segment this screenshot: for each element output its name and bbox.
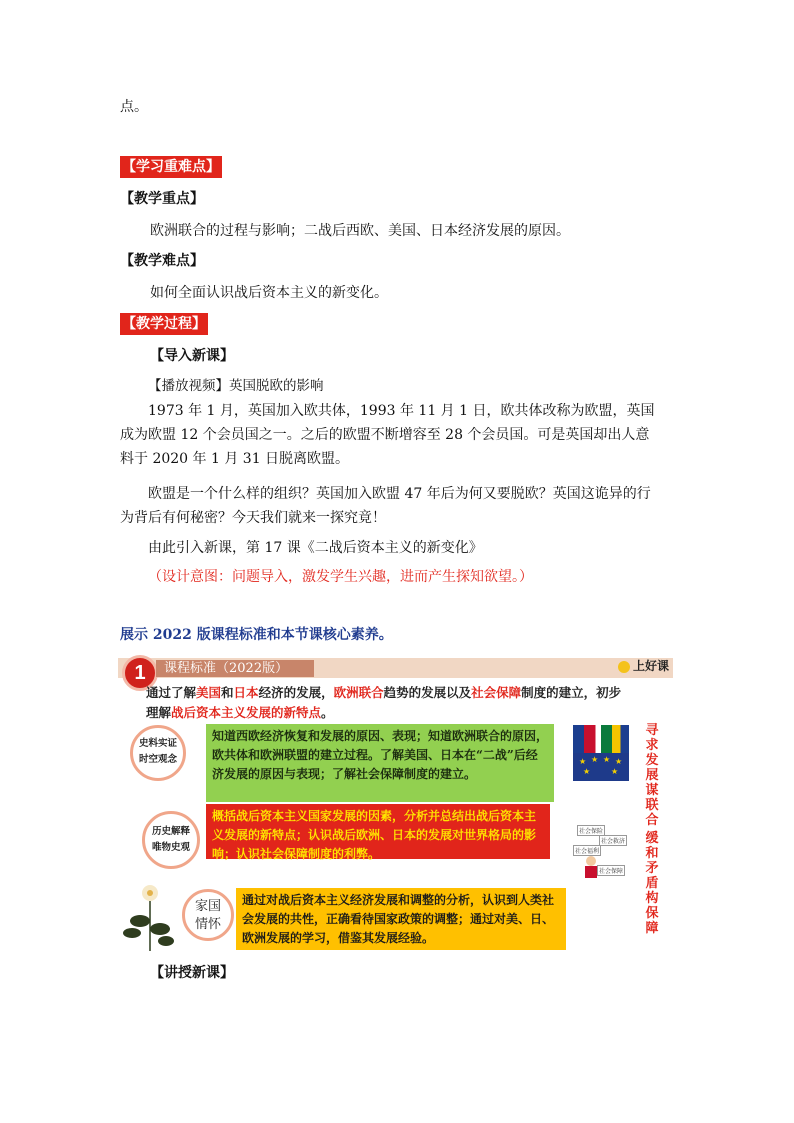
- red-standard-box: 概括战后资本主义国家发展的因素，分析并总结出战后资本主义发展的新特点；认识战后欧洲、日本的发展对世界格局的影响；认识社会保障制度的利弊。: [206, 802, 550, 859]
- intro-part-highlight: 美国: [196, 685, 222, 700]
- slide-intro-text: [146, 683, 626, 723]
- intro-part: 趋势的发展以及: [383, 685, 472, 700]
- circle-label: 情怀: [194, 917, 221, 932]
- intro-part: 和: [221, 685, 234, 700]
- intro-paragraph-2: 欧盟是一个什么样的组织？英国加入欧盟 47 年后为何又要脱欧？英国这诡异的行为背后有何秘密？今天我们就来一探究竟！: [120, 486, 651, 526]
- design-note: （设计意图：问题导入，激发学生兴趣，进而产生探知欲望。）: [148, 569, 533, 585]
- slide-number-badge: 1: [122, 655, 158, 691]
- circle-label: 家国: [194, 899, 221, 914]
- circle-label: 唯物史观: [151, 842, 190, 853]
- key-points-label: 【教学重点】: [120, 191, 204, 207]
- side-slogan-2: 缓和矛盾构保障: [645, 831, 659, 936]
- difficult-points-label: 【教学难点】: [120, 253, 204, 269]
- intro-paragraph-3: 由此引入新课，第 17 课《二战后资本主义的新变化》: [148, 540, 483, 556]
- intro-part-highlight: 社会保障: [471, 685, 522, 700]
- circle-label: 时空观念: [138, 754, 177, 765]
- brand-logo-text: 上好课: [632, 659, 669, 673]
- slide-title: 课程标准（2022版）: [156, 660, 314, 677]
- lecture-label: 【讲授新课】: [150, 965, 234, 981]
- people-label: 社会救济: [599, 835, 627, 846]
- circle-label: 史料实证: [138, 738, 177, 749]
- intro-part: 。: [321, 705, 334, 720]
- person-icon: [579, 855, 603, 883]
- intro-part-highlight: 战后资本主义发展的新特点: [171, 705, 322, 720]
- intro-part: 制度的建立，初步理解: [146, 685, 622, 720]
- video-line: 【播放视频】英国脱欧的影响: [148, 378, 324, 394]
- intro-part-highlight: 日本: [233, 685, 259, 700]
- eu-stars-image: ★ ★ ★ ★ ★ ★: [573, 753, 629, 781]
- circle-label: 历史解释: [151, 826, 190, 837]
- yellow-standard-box: 通过对战后资本主义经济发展和调整的分析，认识到人类社会发展的共性，正确看待国家政策的调整；通过对美、日、欧洲发展的学习，借鉴其发展经验。: [236, 888, 566, 950]
- brand-logo: [618, 657, 669, 674]
- intro-part-highlight: 欧洲联合: [333, 685, 384, 700]
- curriculum-standard-slide: [118, 653, 673, 951]
- people-label: 社会保险: [577, 825, 605, 836]
- literacy-circle-1: [130, 725, 186, 781]
- standard-heading: 展示 2022 版课程标准和本节课核心素养。: [120, 627, 393, 643]
- green-standard-box: 知道西欧经济恢复和发展的原因、表现；知道欧洲联合的原因，欧共体和欧洲联盟的建立过程。了解美国、日本在“二战”后经济发展的原因与表现；了解社会保障制度的建立。: [206, 724, 554, 802]
- social-security-illustration: [573, 821, 629, 885]
- intro-part: 通过了解: [146, 685, 197, 700]
- literacy-circle-2: [142, 811, 200, 869]
- section-heading-difficulty: 【学习重难点】: [120, 156, 222, 178]
- difficult-points-text: 如何全面认识战后资本主义的新变化。: [150, 285, 388, 301]
- sun-icon: [618, 661, 630, 673]
- top-fragment: 点。: [120, 99, 148, 115]
- intro-part: 经济的发展，: [258, 685, 334, 700]
- side-slogan-1: 寻求发展谋联合: [645, 723, 659, 828]
- literacy-circle-3: [182, 889, 234, 941]
- key-points-text: 欧洲联合的过程与影响；二战后西欧、美国、日本经济发展的原因。: [150, 223, 570, 239]
- people-label: 社会福利: [573, 845, 601, 856]
- clover-plant-illustration: [120, 871, 178, 951]
- people-label: 社会保障: [597, 865, 625, 876]
- intro-paragraph-1: 1973 年 1 月，英国加入欧共体，1993 年 11 月 1 日，欧共体改称为欧盟，英国成为欧盟 12 个会员国之一。之后的欧盟不断增容至 28 个会员国。可是英国却出人意料于 2020 年 1 月 31 日脱离欧盟。: [120, 403, 655, 467]
- intro-label: 【导入新课】: [150, 348, 234, 364]
- process-label: 【教学过程】: [120, 313, 208, 335]
